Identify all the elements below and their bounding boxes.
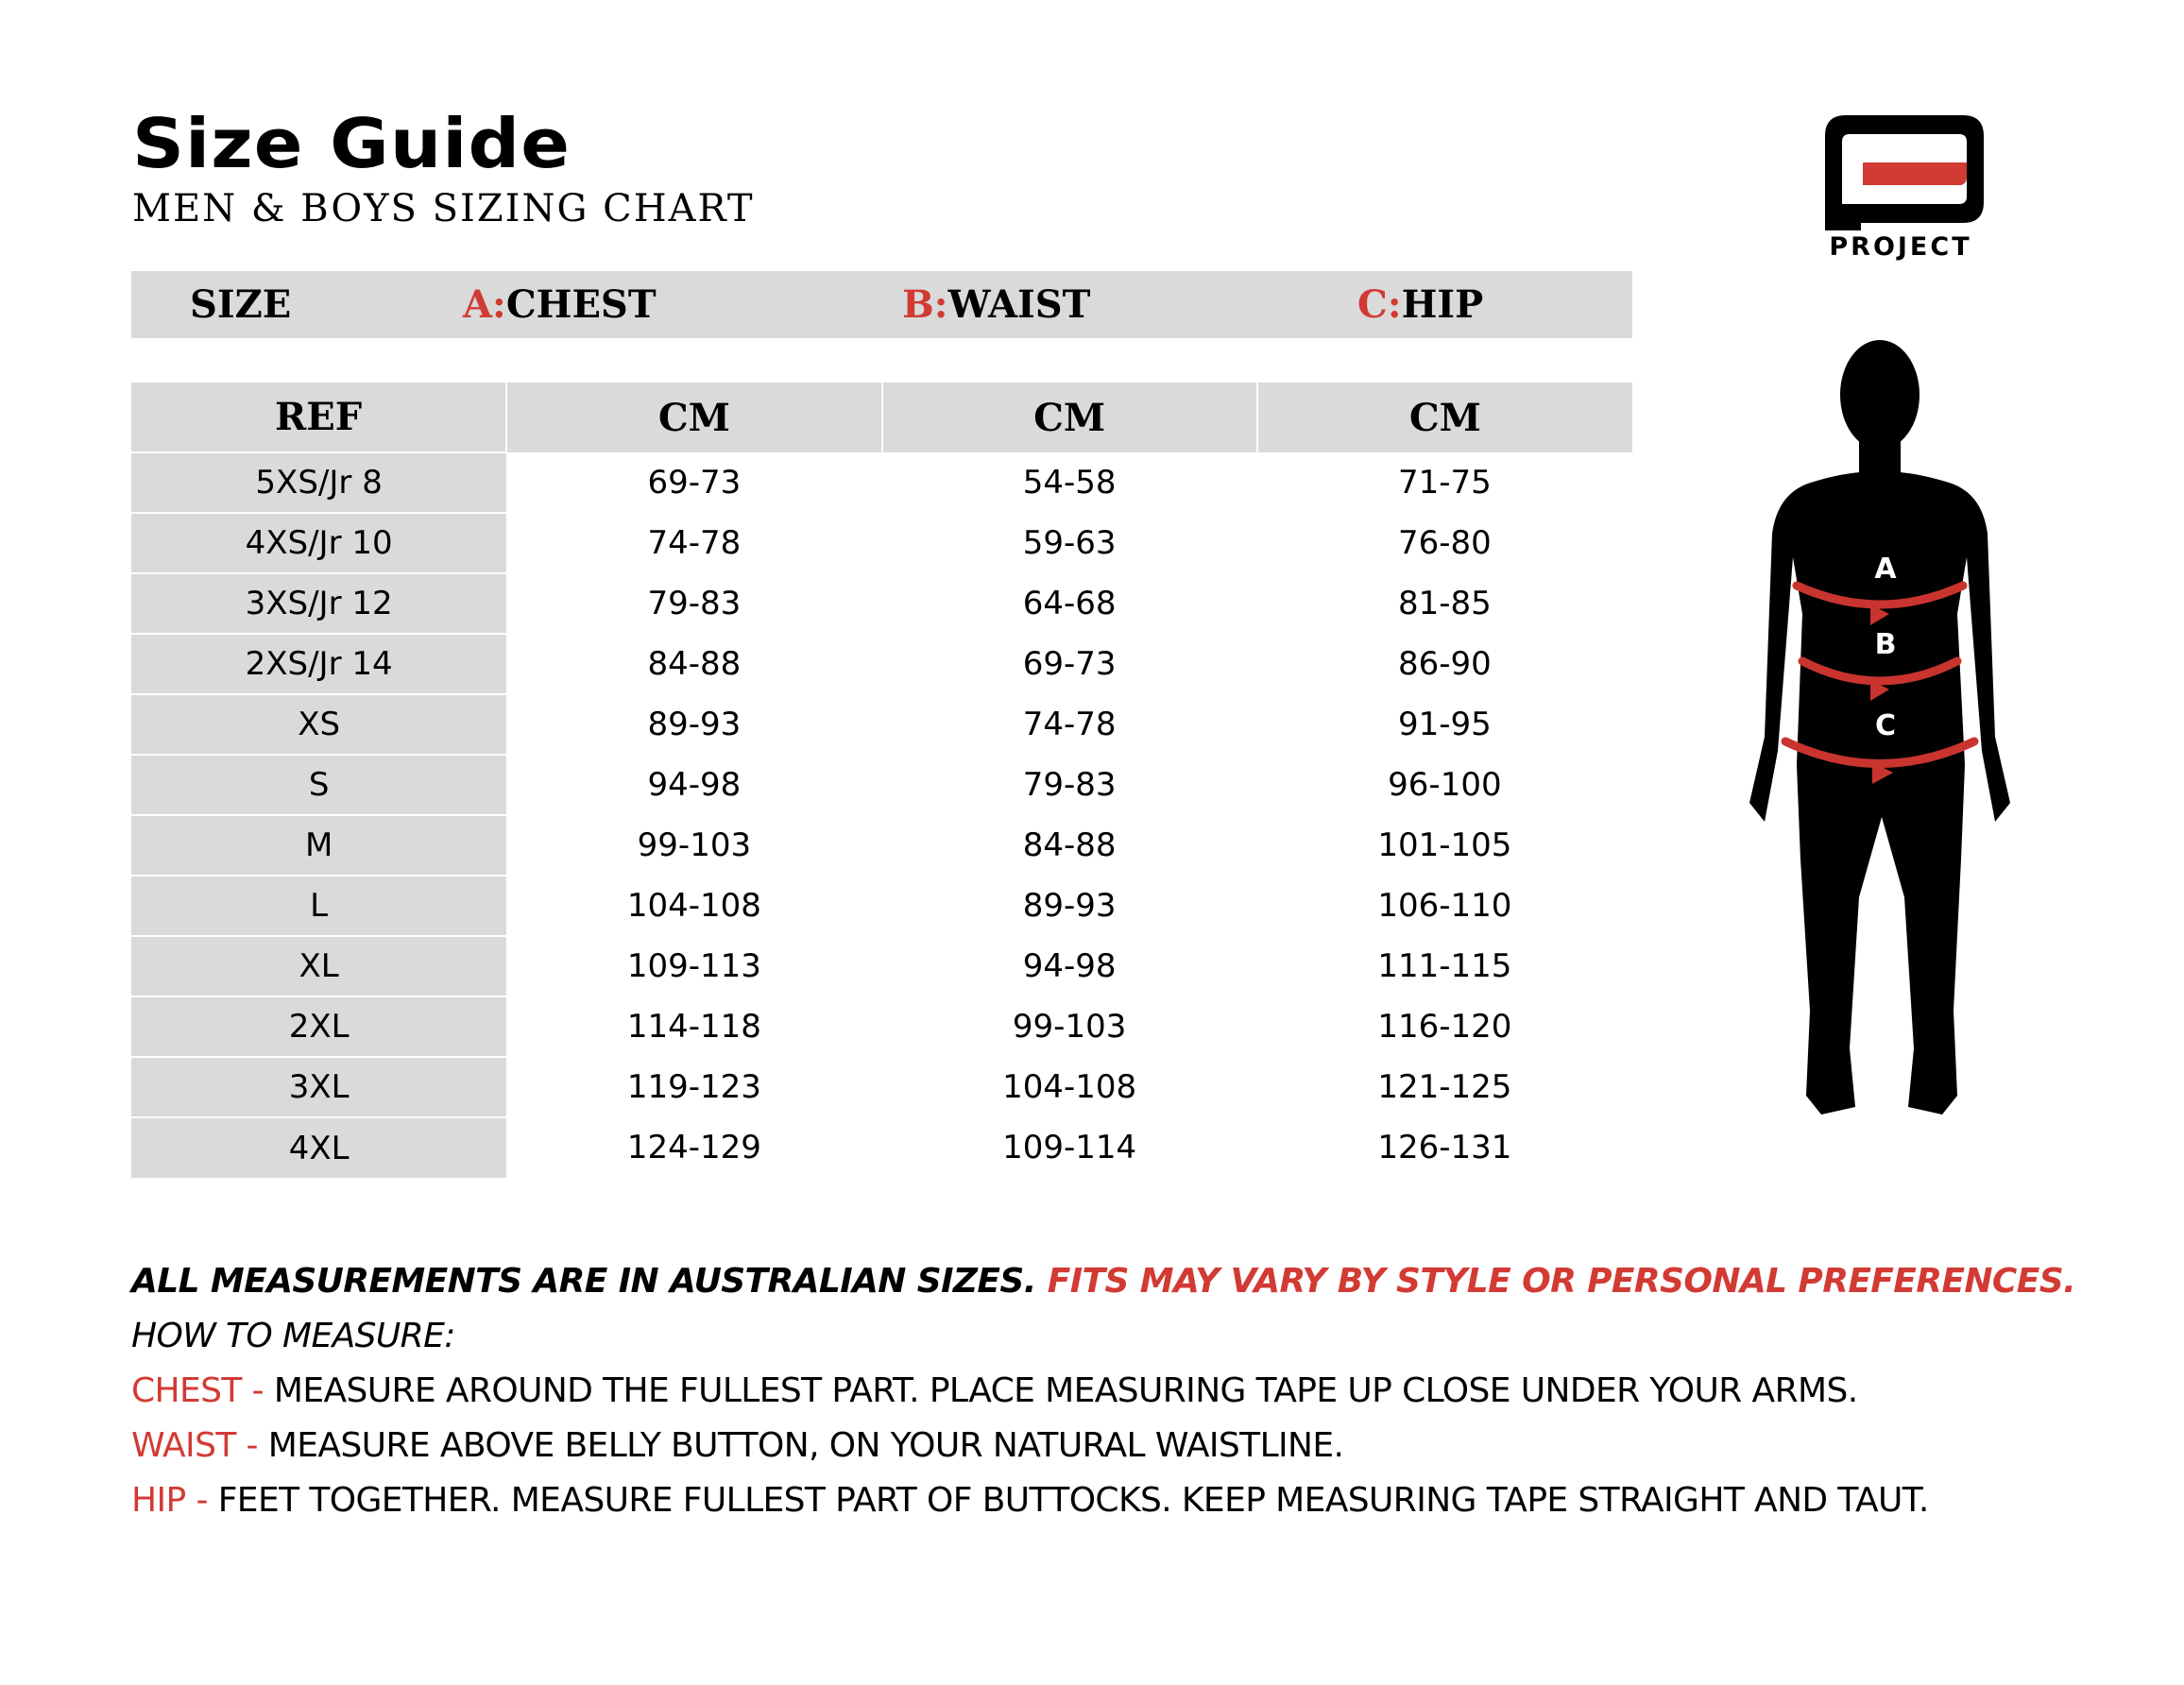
body-silhouette-icon — [1748, 331, 2012, 1162]
hip-cell: 86-90 — [1397, 645, 1492, 683]
table-body — [131, 452, 1632, 1178]
page-title: Size Guide — [132, 104, 572, 183]
marker-a: A — [1874, 553, 1897, 586]
waist-cell: 84-88 — [1022, 826, 1117, 864]
table-row — [131, 755, 1632, 815]
sizing-note-warning: FITS MAY VARY BY STYLE OR PERSONAL PREFERENCES. — [1047, 1262, 2076, 1301]
ref-cell: 2XS/Jr 14 — [131, 634, 506, 694]
column-header-chest-cm: CM — [506, 383, 881, 452]
table-header-row — [131, 383, 1632, 452]
waist-cell: 99-103 — [1012, 1008, 1127, 1046]
table-row — [131, 513, 1632, 573]
table-row — [131, 1117, 1632, 1178]
marker-b: B — [1874, 628, 1897, 661]
ref-cell: 3XS/Jr 12 — [131, 573, 506, 634]
column-header-ref: REF — [131, 383, 506, 452]
how-to-measure-heading: HOW TO MEASURE: — [131, 1317, 455, 1355]
hip-instruction — [131, 1481, 1929, 1520]
sizing-note — [131, 1262, 2075, 1301]
waist-instruction — [131, 1426, 1343, 1465]
chest-cell: 74-78 — [647, 524, 742, 562]
hip-cell: 116-120 — [1377, 1008, 1512, 1046]
hip-cell: 106-110 — [1377, 887, 1512, 925]
waist-cell: 74-78 — [1022, 706, 1117, 743]
page-subtitle: MEN & BOYS SIZING CHART — [132, 187, 755, 230]
chest-instruction-text: MEASURE AROUND THE FULLEST PART. PLACE MEASURING TAPE UP CLOSE UNDER YOUR ARMS. — [273, 1371, 1858, 1410]
chest-cell: 104-108 — [626, 887, 761, 925]
waist-cell: 69-73 — [1022, 645, 1117, 683]
column-header-waist-cm: CM — [882, 383, 1257, 452]
table-row — [131, 876, 1632, 936]
chest-heading — [463, 271, 657, 338]
waist-cell: 109-114 — [1002, 1129, 1137, 1166]
ref-cell: 5XS/Jr 8 — [131, 452, 506, 513]
chest-cell: 109-113 — [626, 947, 761, 985]
chest-instruction-label: CHEST - — [131, 1371, 264, 1410]
waist-cell: 64-68 — [1022, 585, 1117, 622]
waist-cell: 59-63 — [1022, 524, 1117, 562]
ref-cell: M — [131, 815, 506, 876]
table-row — [131, 1057, 1632, 1117]
ref-cell: L — [131, 876, 506, 936]
ref-cell: 4XS/Jr 10 — [131, 513, 506, 573]
ref-cell: S — [131, 755, 506, 815]
ref-cell: 4XL — [131, 1117, 506, 1178]
column-header-hip-cm: CM — [1257, 383, 1632, 452]
ref-cell: 3XL — [131, 1057, 506, 1117]
waist-cell: 89-93 — [1022, 887, 1117, 925]
waist-cell: 104-108 — [1002, 1068, 1137, 1106]
chest-cell: 94-98 — [647, 766, 742, 804]
table-row — [131, 573, 1632, 634]
ref-cell: XS — [131, 694, 506, 755]
hip-instruction-label: HIP - — [131, 1481, 208, 1520]
hip-cell: 101-105 — [1377, 826, 1512, 864]
waist-key: B: — [902, 282, 948, 327]
hip-cell: 81-85 — [1397, 585, 1492, 622]
hip-heading — [1357, 271, 1483, 338]
chest-instruction — [131, 1371, 1858, 1410]
size-label: SIZE — [190, 282, 292, 327]
chest-cell: 124-129 — [626, 1129, 761, 1166]
waist-cell: 79-83 — [1022, 766, 1117, 804]
table-row — [131, 694, 1632, 755]
waist-cell: 54-58 — [1022, 464, 1117, 502]
waist-label: WAIST — [947, 282, 1091, 327]
chest-key: A: — [463, 282, 506, 327]
waist-heading — [902, 271, 1090, 338]
chest-cell: 69-73 — [647, 464, 742, 502]
waist-instruction-label: WAIST - — [131, 1426, 258, 1465]
hip-cell: 76-80 — [1397, 524, 1492, 562]
ref-cell: 2XL — [131, 996, 506, 1057]
waist-cell: 94-98 — [1022, 947, 1117, 985]
hip-label: HIP — [1401, 282, 1484, 327]
logo-wordmark: PROJECT — [1829, 232, 1972, 262]
chest-cell: 114-118 — [626, 1008, 761, 1046]
table-row — [131, 634, 1632, 694]
chest-cell: 84-88 — [647, 645, 742, 683]
hip-cell: 91-95 — [1397, 706, 1492, 743]
table-row — [131, 936, 1632, 996]
hip-cell: 111-115 — [1377, 947, 1512, 985]
marker-c: C — [1874, 709, 1897, 742]
size-table — [131, 383, 1632, 1178]
hip-cell: 71-75 — [1397, 464, 1492, 502]
chest-cell: 79-83 — [647, 585, 742, 622]
chest-cell: 89-93 — [647, 706, 742, 743]
table-row — [131, 452, 1632, 513]
hip-cell: 126-131 — [1377, 1129, 1512, 1166]
hip-cell: 121-125 — [1377, 1068, 1512, 1106]
sizing-note-main: ALL MEASUREMENTS ARE IN AUSTRALIAN SIZES. — [131, 1262, 1036, 1301]
table-row — [131, 815, 1632, 876]
hip-key: C: — [1357, 282, 1402, 327]
table-row — [131, 996, 1632, 1057]
chest-label: CHEST — [505, 282, 657, 327]
measurement-header-bar — [131, 271, 1632, 338]
chest-cell: 119-123 — [626, 1068, 761, 1106]
hip-instruction-text: FEET TOGETHER. MEASURE FULLEST PART OF BUTTOCKS. KEEP MEASURING TAPE STRAIGHT AND TAUT. — [217, 1481, 1929, 1520]
hip-cell: 96-100 — [1388, 766, 1502, 804]
ref-cell: XL — [131, 936, 506, 996]
chest-cell: 99-103 — [637, 826, 752, 864]
waist-instruction-text: MEASURE ABOVE BELLY BUTTON, ON YOUR NATURAL WAISTLINE. — [267, 1426, 1344, 1465]
